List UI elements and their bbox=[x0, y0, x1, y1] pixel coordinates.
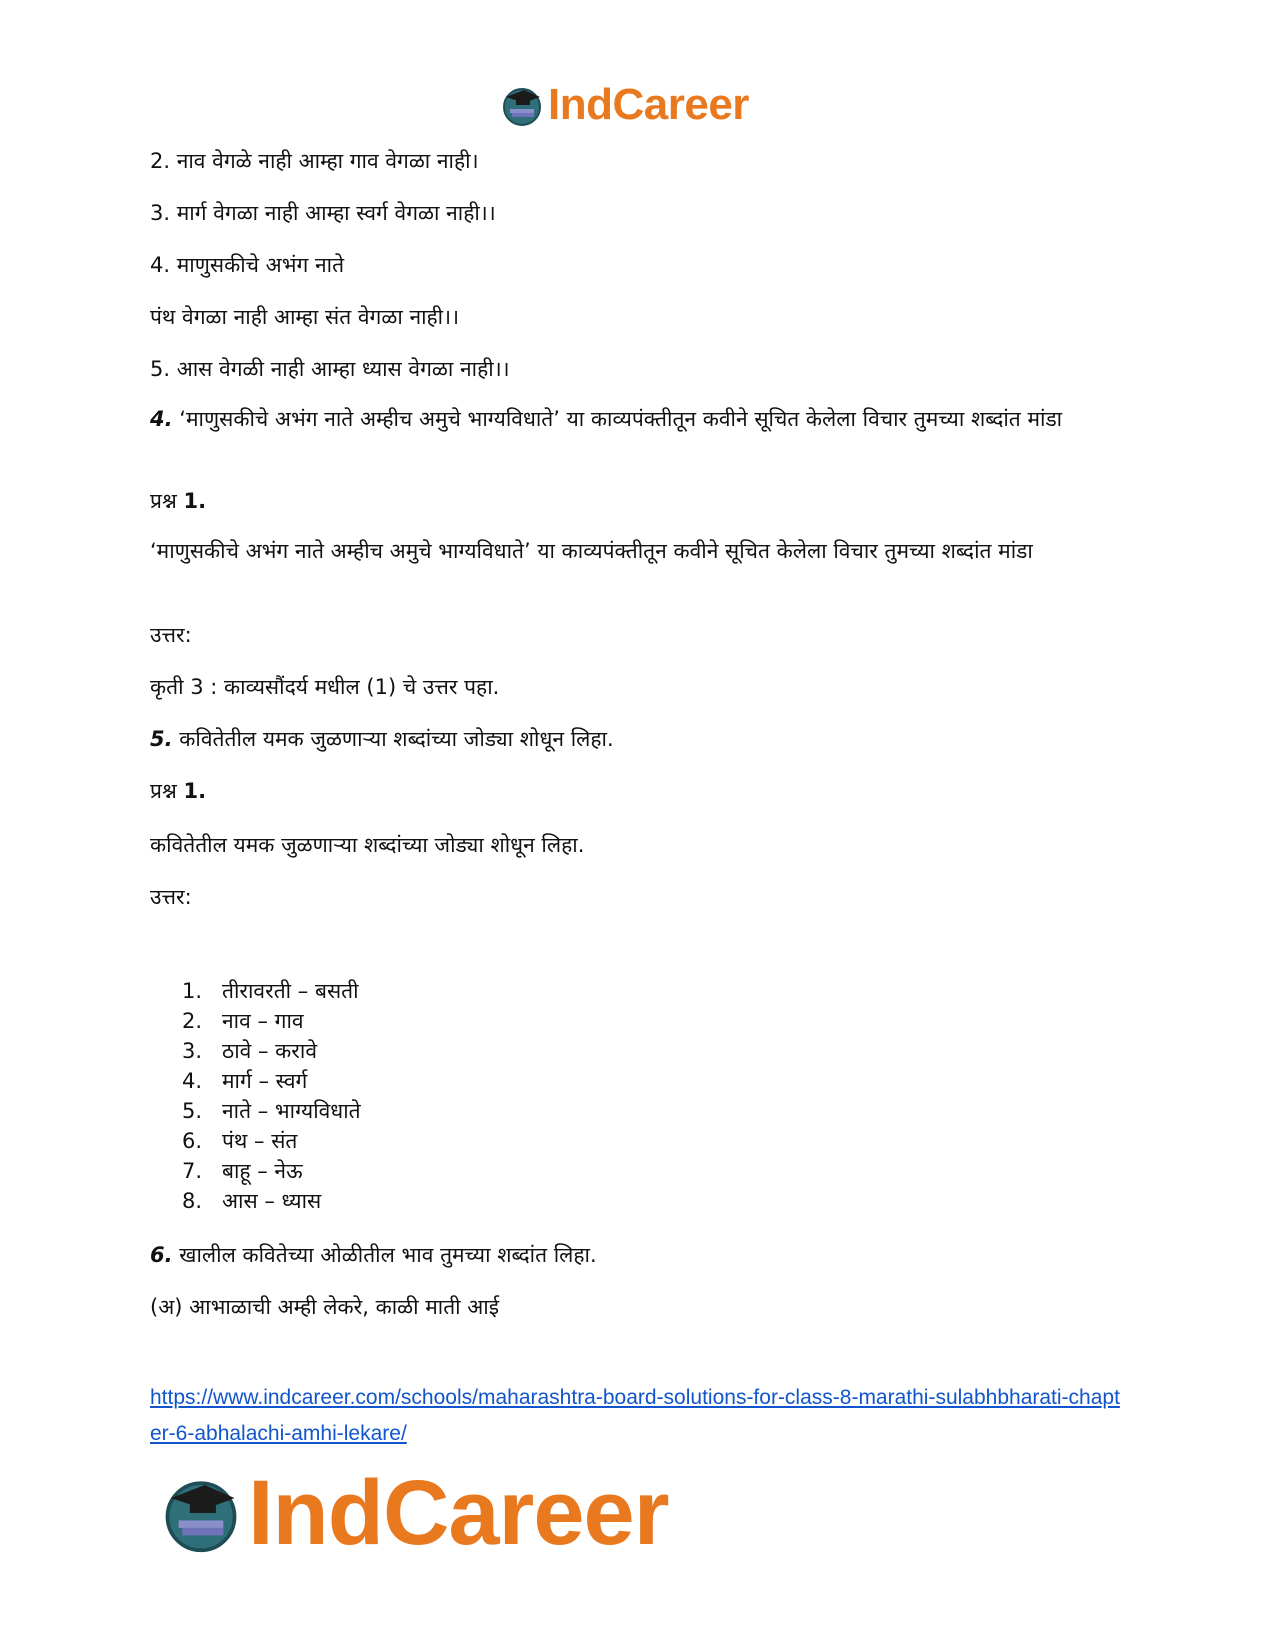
source-link[interactable]: https://www.indcareer.com/schools/maharashtra-board-solutions-for-class-8-marathi-sulabhbharati-chapter-6-abhalachi-amhi-lekare/ bbox=[150, 1386, 1120, 1445]
poem-line: 2. नाव वेगळे नाही आम्हा गाव वेगळा नाही। bbox=[150, 149, 479, 173]
sub-question: (अ) आभाळाची अम्ही लेकरे, काळी माती आई bbox=[150, 1295, 500, 1319]
question-number: 5. bbox=[150, 727, 173, 751]
question-6 bbox=[150, 1240, 1130, 1270]
prashna-heading bbox=[150, 776, 1130, 806]
list-item: 2. नाव – गाव bbox=[181, 1009, 304, 1033]
poem-line: 4. माणुसकीचे अभंग नाते bbox=[150, 253, 345, 277]
footer-logo-text: IndCareer bbox=[248, 1461, 669, 1564]
answer-label: उत्तर: bbox=[150, 885, 192, 909]
question-5 bbox=[150, 724, 1130, 754]
prashna-label: प्रश्न bbox=[150, 489, 184, 513]
question-repeat: कवितेतील यमक जुळणाऱ्या शब्दांच्या जोड्या शोधून लिहा. bbox=[150, 833, 585, 857]
graduation-globe-icon bbox=[500, 83, 544, 127]
list-item: 6. पंथ – संत bbox=[181, 1129, 298, 1153]
poem-line: 5. आस वेगळी नाही आम्हा ध्यास वेगळा नाही।। bbox=[150, 357, 510, 381]
question-text: कवितेतील यमक जुळणाऱ्या शब्दांच्या जोड्या शोधून लिहा. bbox=[179, 727, 614, 751]
footer-logo bbox=[160, 1461, 669, 1564]
list-item: 3. ठावे – करावे bbox=[181, 1039, 317, 1063]
list-item: 5. नाते – भाग्यविधाते bbox=[181, 1099, 361, 1123]
header-logo-text: IndCareer bbox=[548, 80, 749, 129]
poem-line: 3. मार्ग वेगळा नाही आम्हा स्वर्ग वेगळा नाही।। bbox=[150, 201, 496, 225]
graduation-globe-icon bbox=[160, 1472, 242, 1554]
question-4 bbox=[150, 404, 1130, 434]
header-logo bbox=[500, 80, 749, 130]
question-number: 4. bbox=[150, 407, 173, 431]
question-number: 6. bbox=[150, 1243, 173, 1267]
poem-line: पंथ वेगळा नाही आम्हा संत वेगळा नाही।। bbox=[150, 305, 460, 329]
question-repeat: ‘माणुसकीचे अभंग नाते अम्हीच अमुचे भाग्यविधाते’ या काव्यपंक्तीतून कवीने सूचित केलेला विचार तुमच्या शब्दांत मांडा bbox=[150, 539, 1033, 563]
answer-list bbox=[150, 976, 361, 1216]
question-text: ‘माणुसकीचे अभंग नाते अम्हीच अमुचे भाग्यविधाते’ या काव्यपंक्तीतून कवीने सूचित केलेला विचार तुमच्या शब्दांत मांडा bbox=[179, 407, 1063, 431]
list-item: 4. मार्ग – स्वर्ग bbox=[181, 1069, 308, 1093]
list-item: 8. आस – ध्यास bbox=[181, 1189, 322, 1213]
prashna-label: प्रश्न bbox=[150, 779, 184, 803]
answer-label: उत्तर: bbox=[150, 623, 192, 647]
prashna-number: 1. bbox=[183, 779, 207, 803]
answer-text: कृती 3 : काव्यसौंदर्य मधील (1) चे उत्तर पहा. bbox=[150, 675, 500, 699]
list-item: 1. तीरावरती – बसती bbox=[181, 979, 359, 1003]
question-text: खालील कवितेच्या ओळीतील भाव तुमच्या शब्दांत लिहा. bbox=[179, 1243, 597, 1267]
prashna-heading bbox=[150, 486, 1130, 516]
prashna-number: 1. bbox=[183, 489, 207, 513]
list-item: 7. बाहू – नेऊ bbox=[181, 1159, 303, 1183]
